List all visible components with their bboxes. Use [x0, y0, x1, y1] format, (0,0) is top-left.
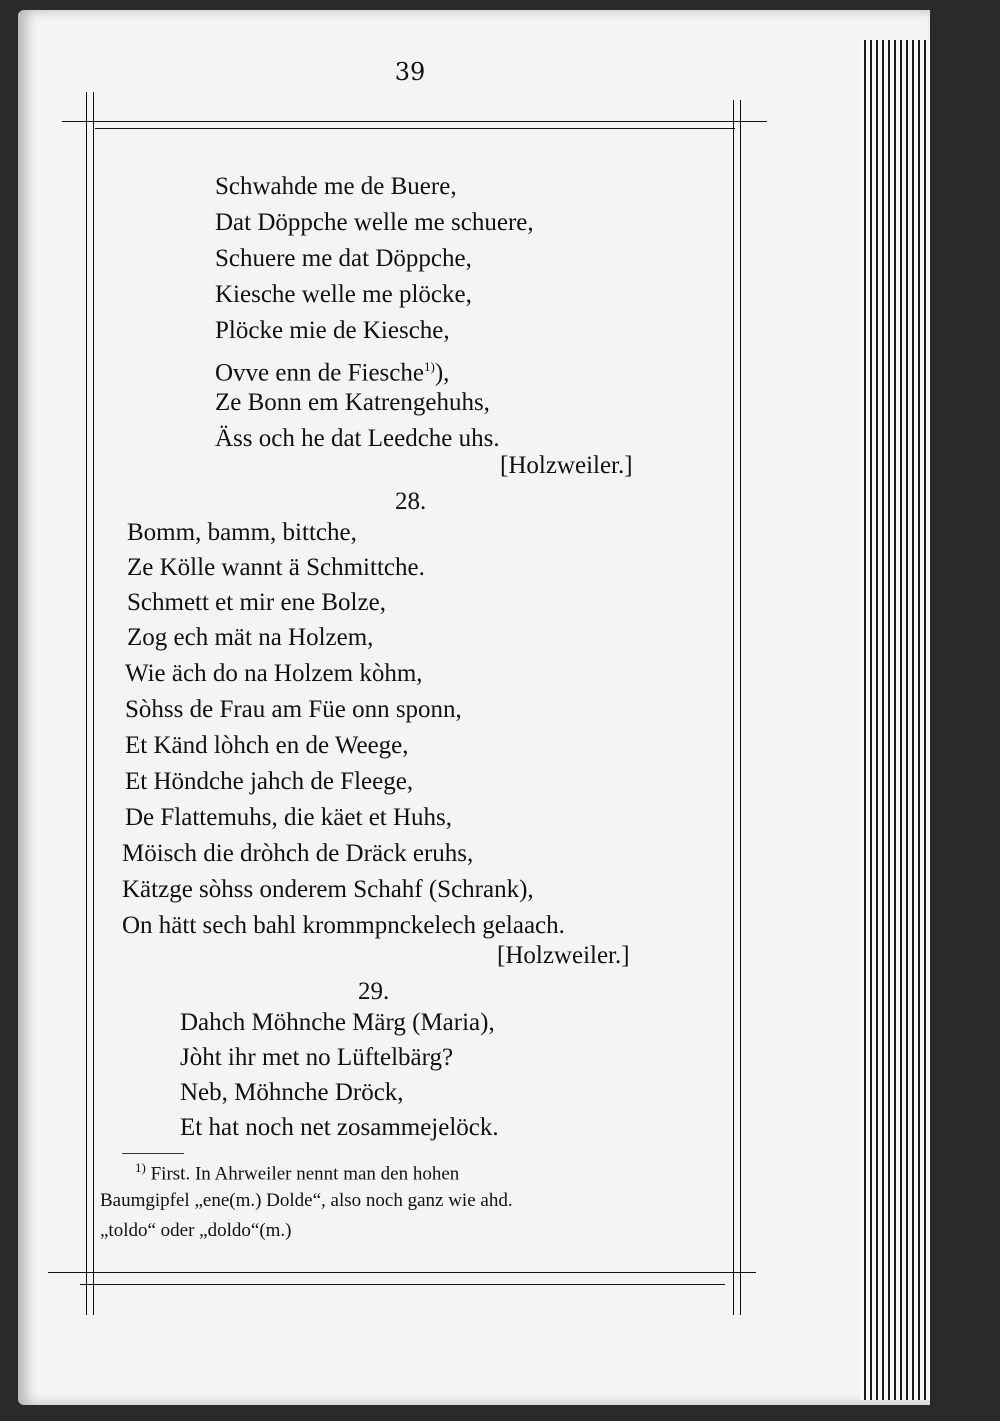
- poem-line: Sòhss de Frau am Füe onn sponn,: [125, 696, 462, 723]
- poem-line: On hätt sech bahl krommpnckelech gelaach.: [122, 912, 565, 939]
- poem-number: 28.: [395, 488, 427, 515]
- poem-line: Neb, Möhnche Dröck,: [180, 1079, 404, 1106]
- footnote-text: First. In Ahrweiler nennt man den hohen: [150, 1163, 460, 1185]
- poem-line: Dat Döppche welle me schuere,: [215, 209, 534, 236]
- top-rule: [62, 121, 767, 122]
- poem-line: Ze Kölle wannt ä Schmittche.: [127, 554, 425, 581]
- poem-line: Dahch Möhnche Märg (Maria),: [180, 1009, 495, 1036]
- footnote-mark: 1): [423, 359, 435, 374]
- poem-line: Schuere me dat Döppche,: [215, 245, 472, 272]
- poem-number: 29.: [358, 978, 390, 1005]
- footnote-mark: 1): [135, 1160, 146, 1175]
- line-end: ),: [434, 359, 450, 387]
- poem-line: Et Höndche jahch de Fleege,: [125, 768, 414, 795]
- poem-line: Schmett et mir ene Bolze,: [127, 589, 386, 616]
- poem-line-text: Ovve enn de Fiesche: [215, 359, 424, 387]
- right-rule: [733, 100, 734, 1315]
- source-attribution: [Holzweiler.]: [497, 942, 630, 969]
- bottom-rule-inner: [80, 1284, 725, 1285]
- poem-line: Plöcke mie de Kiesche,: [215, 317, 450, 344]
- source-attribution: [Holzweiler.]: [500, 452, 633, 479]
- right-rule-inner: [740, 100, 741, 1315]
- poem-line: Ze Bonn em Katrengehuhs,: [215, 389, 490, 416]
- bottom-rule: [48, 1272, 756, 1273]
- poem-line: Et hat noch net zosammejelöck.: [180, 1114, 499, 1141]
- poem-line: Zog ech mät na Holzem,: [127, 624, 374, 651]
- poem-line: Kätzge sòhss onderem Schahf (Schrank),: [122, 876, 534, 903]
- footnote-line: [135, 1160, 459, 1185]
- left-rule-inner: [93, 92, 94, 1315]
- poem-line: Kiesche welle me plöcke,: [215, 281, 472, 308]
- poem-line-with-footnote: [215, 352, 449, 388]
- poem-line: Schwahde me de Buere,: [215, 173, 457, 200]
- footnote-line: Baumgipfel „ene(m.) Dolde“, also noch ganz wie ahd.: [100, 1190, 513, 1211]
- poem-line: Et Känd lòhch en de Weege,: [125, 732, 409, 759]
- poem-line: Wie äch do na Holzem kòhm,: [125, 660, 423, 687]
- footnote-line: „toldo“ oder „doldo“(m.): [100, 1220, 292, 1241]
- footnote-rule: [122, 1153, 184, 1154]
- page-number: 39: [394, 58, 426, 86]
- page-edges: [860, 40, 930, 1400]
- poem-line: Jòht ihr met no Lüftelbärg?: [180, 1044, 454, 1071]
- top-rule-inner: [95, 128, 735, 129]
- poem-line: Äss och he dat Leedche uhs.: [215, 425, 500, 452]
- poem-line: Möisch die dròhch de Dräck eruhs,: [122, 840, 474, 867]
- poem-line: Bomm, bamm, bittche,: [127, 519, 357, 546]
- poem-line: De Flattemuhs, die käet et Huhs,: [125, 804, 453, 831]
- left-rule: [86, 92, 87, 1315]
